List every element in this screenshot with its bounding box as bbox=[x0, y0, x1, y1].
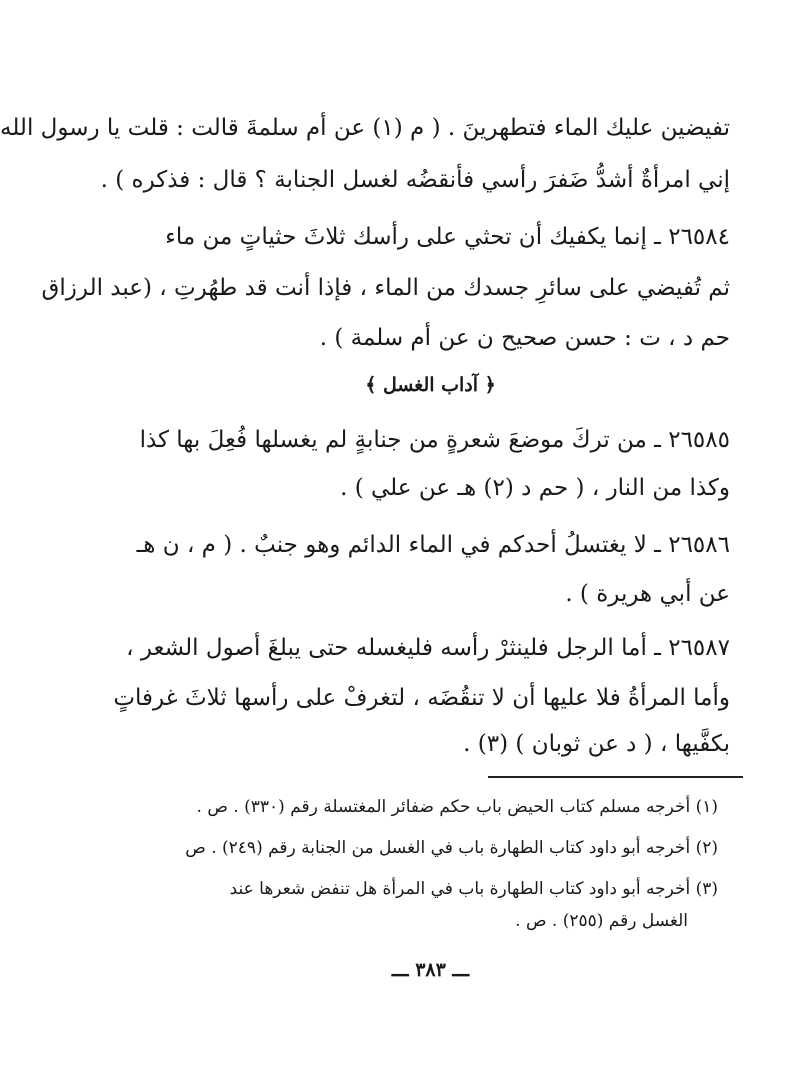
footnote-2: (٢) أخرجه أبو داود كتاب الطهارة باب في الغسل من الجنابة رقم (٢٤٩) . ص bbox=[185, 838, 718, 858]
text-line: حم د ، ت : حسن صحيح ن عن أم سلمة ) . bbox=[319, 325, 730, 351]
hadith-26584: ٢٦٥٨٤ ـ إنما يكفيك أن تحثي على رأسك ثلاثَ حثياتٍ من ماء bbox=[165, 224, 730, 250]
text-line: وأما المرأةُ فلا عليها أن لا تنقُضَه ، لتغرفْ على رأسها ثلاثَ غرفاتٍ bbox=[113, 685, 730, 711]
text-line: عن أبي هريرة ) . bbox=[565, 581, 730, 607]
text-line: تفيضين عليك الماء فتطهرينَ . ( م (١) عن أم سلمةَ قالت : قلت يا رسول الله bbox=[0, 115, 730, 141]
section-heading: ﴿ آداب الغسل ﴾ bbox=[365, 374, 496, 396]
text-line: إني امرأةٌ أشدُّ ضَفرَ رأسي فأنقضُه لغسل الجنابة ؟ قال : فذكره ) . bbox=[100, 167, 730, 193]
text-line: بكفَّيها ، ( د عن ثوبان ) (٣) . bbox=[463, 731, 730, 757]
text-line: ثم تُفيضي على سائرِ جسدك من الماء ، فإذا أنت قد طهُرتِ ، (عبد الرزاق bbox=[41, 275, 730, 301]
footnote-divider bbox=[488, 776, 743, 778]
hadith-26587: ٢٦٥٨٧ ـ أما الرجل فلينثرْ رأسه فليغسله حتى يبلغَ أصول الشعر ، bbox=[126, 635, 730, 661]
hadith-26585: ٢٦٥٨٥ ـ من تركَ موضعَ شعرةٍ من جنابةٍ لم يغسلها فُعِلَ بها كذا bbox=[139, 427, 730, 453]
footnote-3: (٣) أخرجه أبو داود كتاب الطهارة باب في المرأة هل تنفض شعرها عند bbox=[229, 879, 718, 899]
text-line: وكذا من النار ، ( حم د (٢) هـ عن علي ) . bbox=[340, 475, 730, 501]
footnote-1: (١) أخرجه مسلم كتاب الحيض باب حكم ضفائر المغتسلة رقم (٣٣٠) . ص . bbox=[196, 797, 718, 817]
hadith-26586: ٢٦٥٨٦ ـ لا يغتسلُ أحدكم في الماء الدائم وهو جنبٌ . ( م ، ن هـ bbox=[136, 532, 730, 558]
footnote-3-continued: الغسل رقم (٢٥٥) . ص . bbox=[515, 911, 688, 931]
page-number: ـــ ٣٨٣ ـــ bbox=[391, 959, 470, 981]
